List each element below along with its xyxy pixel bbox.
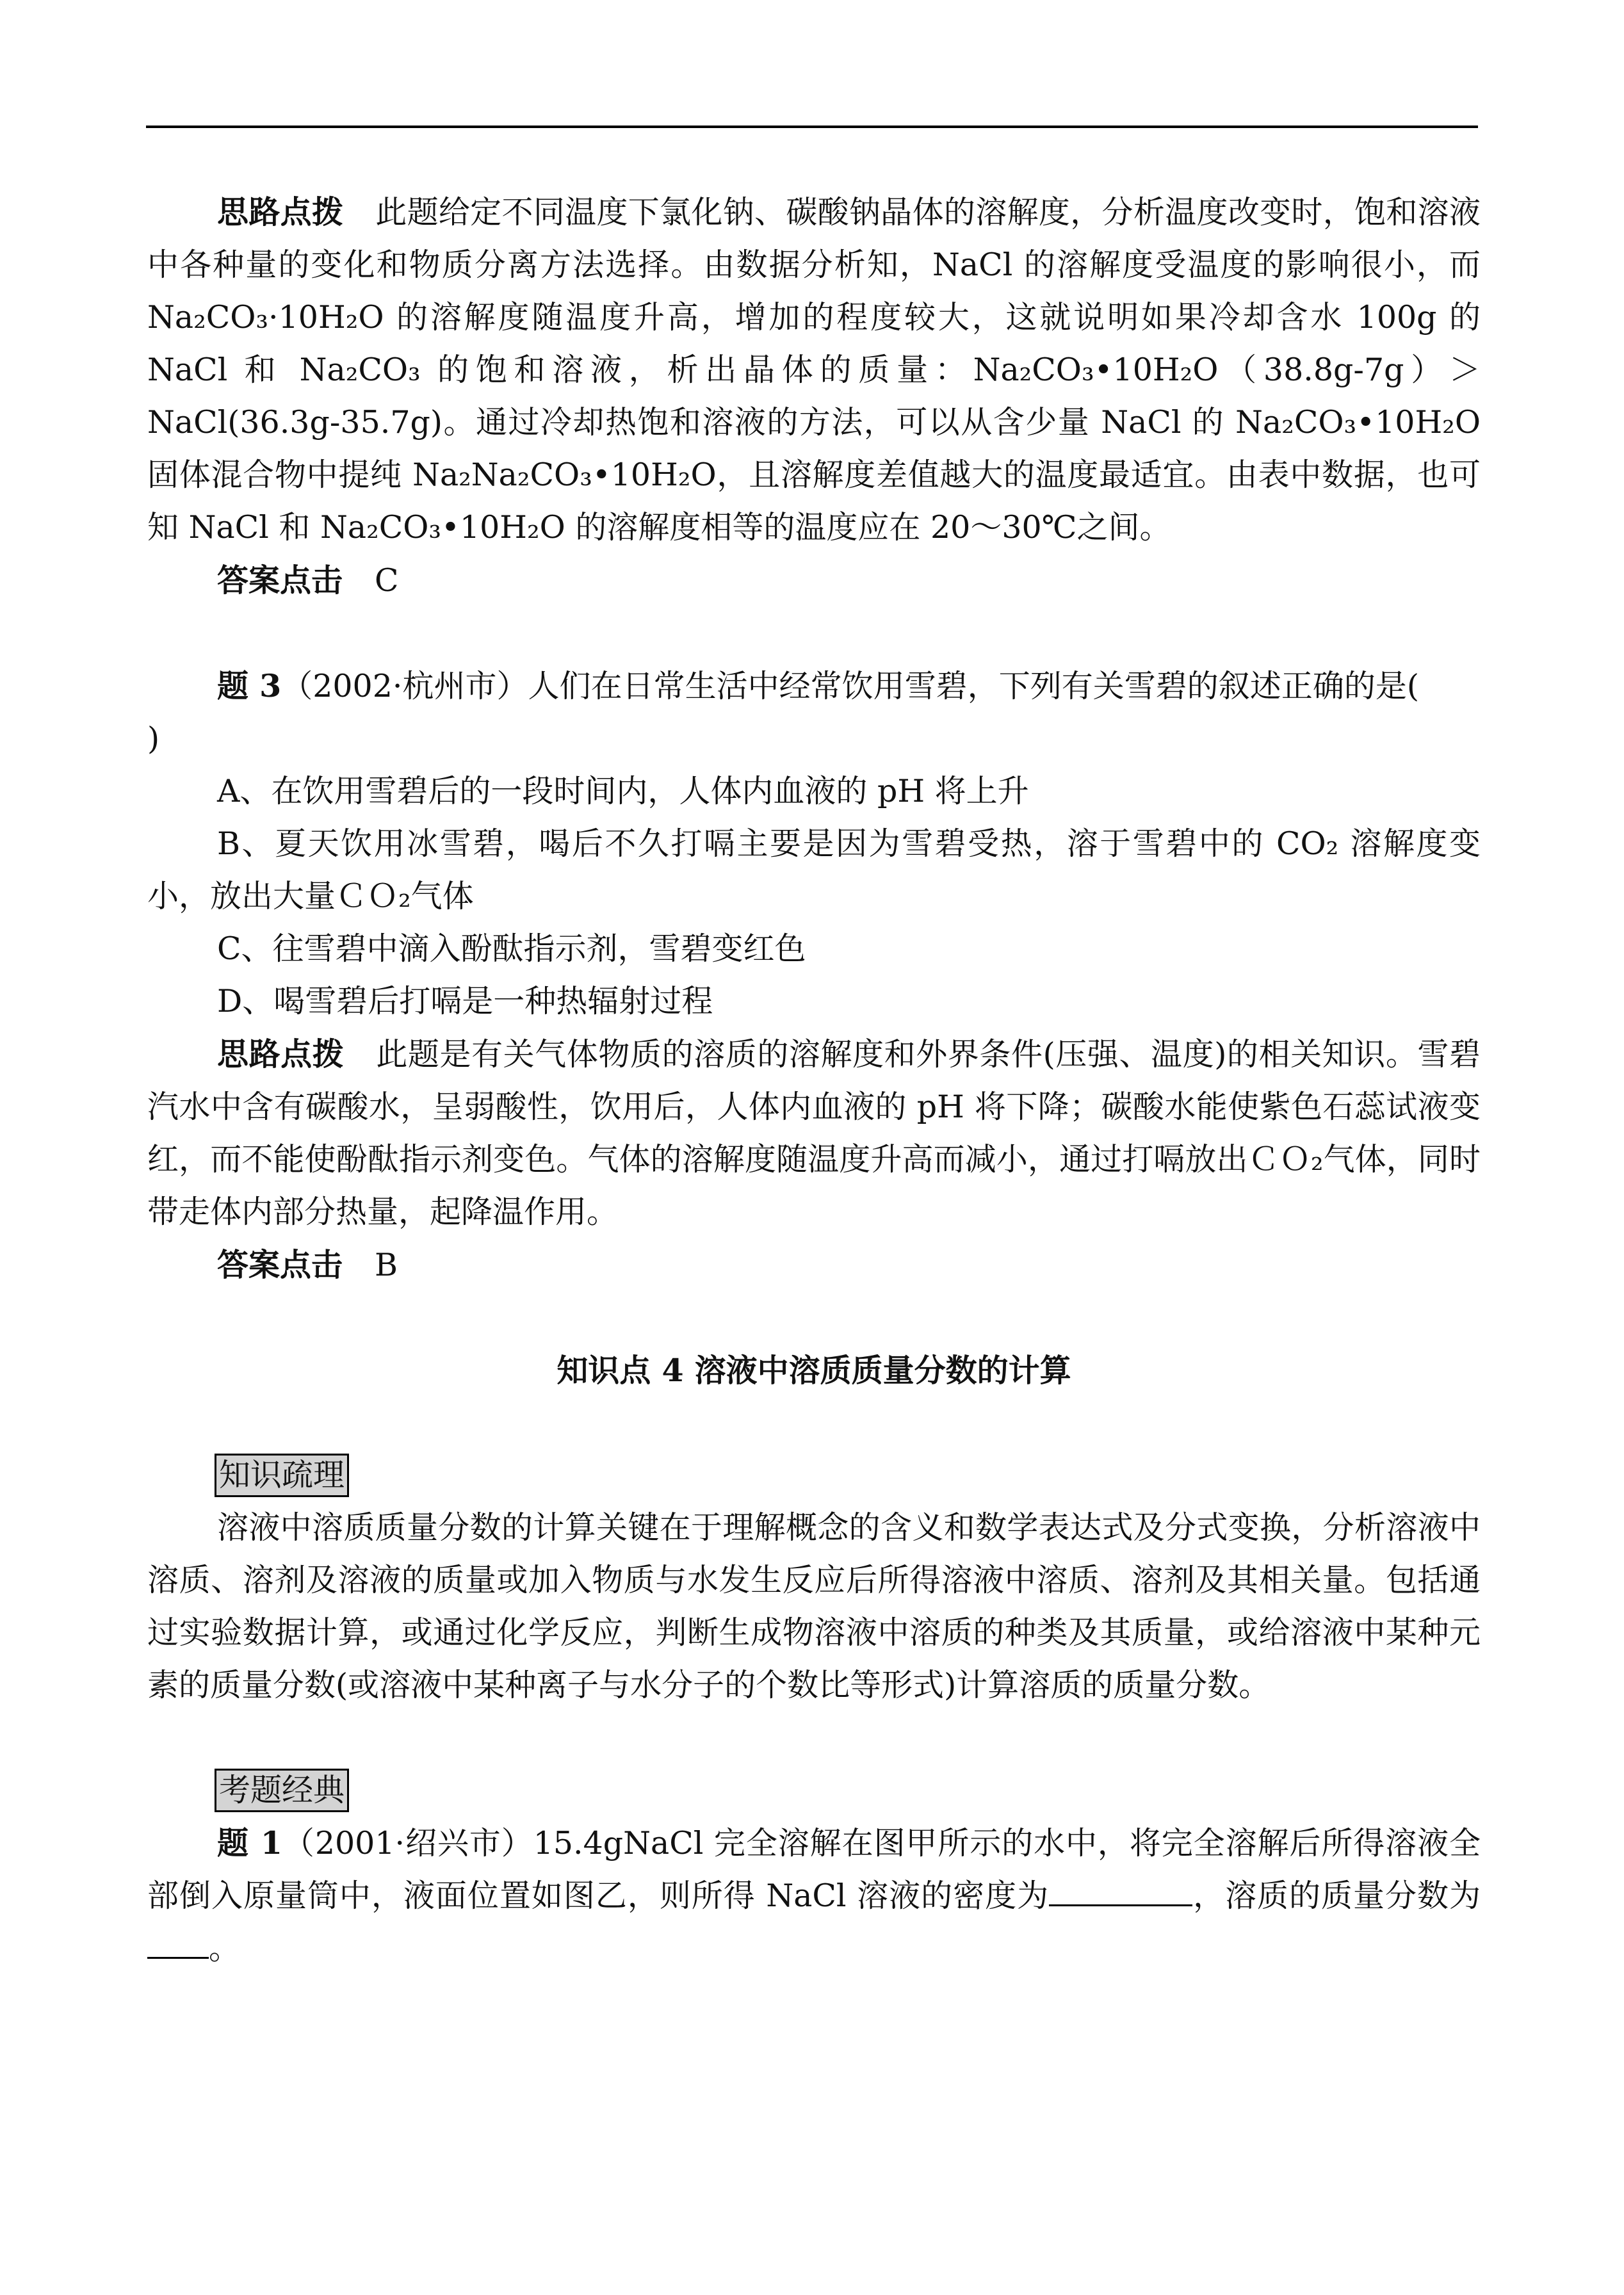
- analysis-paragraph-3: [147, 1028, 1481, 1238]
- analysis-label: 思路点拨: [217, 1035, 345, 1073]
- answer-line-1: [147, 554, 1481, 607]
- question-stem-end: ): [147, 720, 160, 757]
- analysis-paragraph-1: [147, 186, 1481, 554]
- analysis-label: 思路点拨: [217, 193, 344, 231]
- answer-label: 答案点击: [217, 562, 343, 599]
- knowledge-label: 知识疏理: [215, 1454, 349, 1497]
- exam-label: 考题经典: [215, 1769, 349, 1812]
- mass-fraction-blank[interactable]: [147, 1924, 209, 1959]
- exam-question-text-3: 。: [209, 1930, 241, 1967]
- spacer: [147, 1397, 1481, 1449]
- exam-question-text-2: ，溶质的质量分数为: [1192, 1877, 1481, 1914]
- option-b: B、夏天饮用冰雪碧，喝后不久打嗝主要是因为雪碧受热，溶于雪碧中的 CO₂ 溶解度变小，放出大量ＣＯ₂气体: [147, 825, 1481, 914]
- analysis-text: 此题给定不同温度下氯化钠、碳酸钠晶体的溶解度，分析温度改变时，饱和溶液中各种量的变化和物质分离方法选择。由数据分析知，NaCl 的溶解度受温度的影响很小，而 Na₂CO₃·10H₂O 的溶解度随温度升高，增加的程度较大，这就说明如果冷却含水 100g 的 NaCl 和 Na₂CO₃ 的饱和溶液，析出晶体的质量：Na₂CO₃•10H₂O（38.8g-7g）＞NaCl(36.3g-35.7g)。通过冷却热饱和溶液的方法，可以从含少量 NaCl 的 Na₂CO₃•10H₂O 固体混合物中提纯 Na₂Na₂CO₃•10H₂O，且溶解度差值越大的温度最适宜。由表中数据，也可知 NaCl 和 Na₂CO₃•10H₂O 的溶解度相等的温度应在 20～30℃之间。: [147, 194, 1481, 546]
- exam-question-1: [147, 1817, 1481, 1975]
- question-label: 题 1: [217, 1824, 282, 1861]
- density-blank[interactable]: [1049, 1871, 1192, 1906]
- answer-line-3: [147, 1238, 1481, 1292]
- question-label: 题 3: [217, 667, 282, 704]
- knowledge-label-row: [147, 1449, 1481, 1502]
- question-3-stem: [147, 660, 1481, 765]
- spacer: [147, 1292, 1481, 1344]
- header-rule: [146, 126, 1478, 128]
- exam-label-row: [147, 1764, 1481, 1817]
- spacer: [147, 1712, 1481, 1764]
- question-stem-text: （2002·杭州市）人们在日常生活中经常饮用雪碧，下列有关雪碧的叙述正确的是(: [281, 668, 1419, 704]
- section-title: 知识点 4 溶液中溶质质量分数的计算: [556, 1352, 1071, 1389]
- document-body: [147, 186, 1481, 1975]
- spacer: [147, 607, 1481, 660]
- answer-label: 答案点击: [217, 1246, 343, 1283]
- option-d: D、喝雪碧后打嗝是一种热辐射过程: [217, 983, 713, 1019]
- knowledge-text: 溶液中溶质质量分数的计算关键在于理解概念的含义和数学表达式及分式变换，分析溶液中溶质、溶剂及溶液的质量或加入物质与水发生反应后所得溶液中溶质、溶剂及其相关量。包括通过实验数据计算，或通过化学反应，判断生成物溶液中溶质的种类及其质量，或给溶液中某种元素的质量分数(或溶液中某种离子与水分子的个数比等形式)计算溶质的质量分数。: [147, 1509, 1481, 1703]
- answer-value: C: [375, 562, 399, 599]
- exam-question-text-1: （2001·绍兴市）15.4gNaCl 完全溶解在图甲所示的水中，将完全溶解后所得溶液全部倒入原量筒中，液面位置如图乙，则所得 NaCl 溶液的密度为: [147, 1825, 1481, 1914]
- option-c: C、往雪碧中滴入酚酞指示剂，雪碧变红色: [217, 930, 806, 967]
- option-a: A、在饮用雪碧后的一段时间内，人体内血液的 pH 将上升: [217, 773, 1029, 809]
- analysis-text: 此题是有关气体物质的溶质的溶解度和外界条件(压强、温度)的相关知识。雪碧汽水中含有碳酸水，呈弱酸性，饮用后，人体内血液的 pH 将下降；碳酸水能使紫色石蕊试液变红，而不能使酚酞指示剂变色。气体的溶解度随温度升高而减小，通过打嗝放出ＣＯ₂气体，同时带走体内部分热量，起降温作用。: [147, 1036, 1481, 1230]
- answer-value: B: [375, 1247, 398, 1283]
